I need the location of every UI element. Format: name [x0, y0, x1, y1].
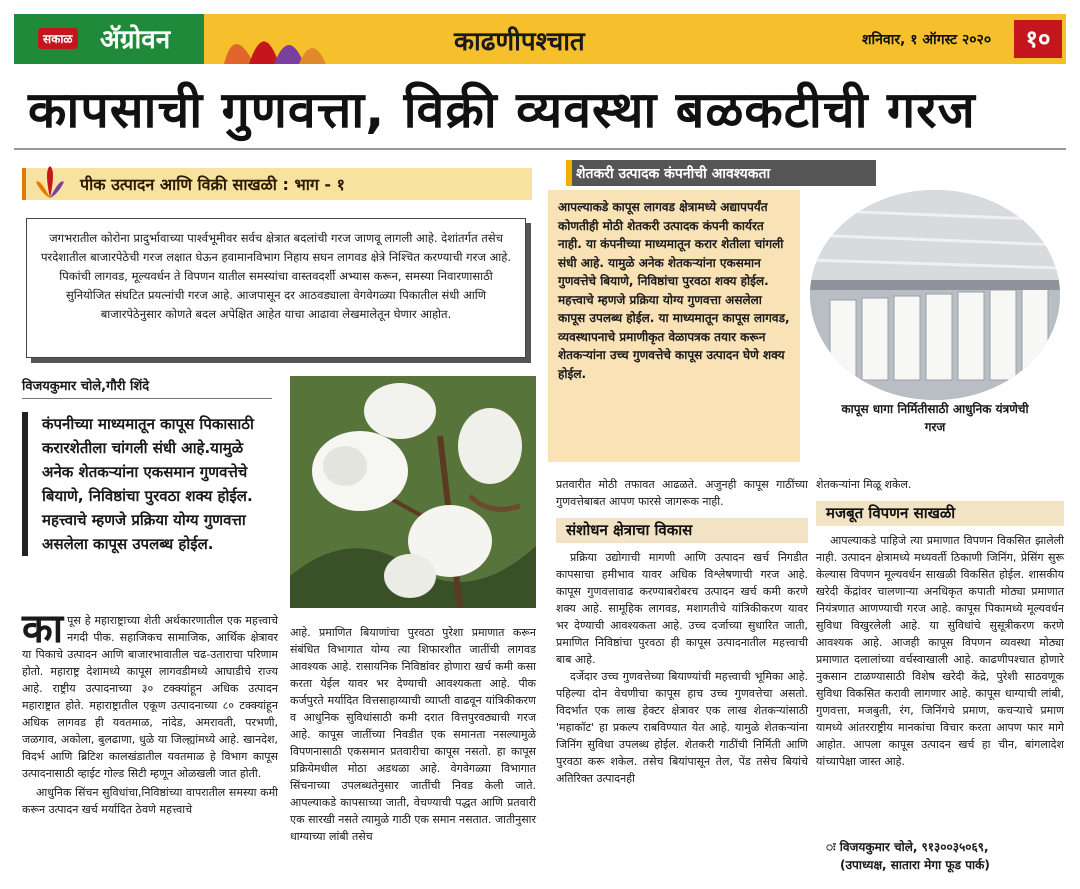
column-3-intro: प्रतवारीत मोठी तफावत आढळते. अजुनही कापूस गाठींच्या गुणवत्तेबाबत आपण फारसे जागरूक नाही. — [556, 478, 808, 508]
masthead — [14, 14, 1066, 64]
column-4 — [816, 476, 1064, 770]
column-1-para-1: पूस हे महाराष्ट्राच्या शेती अर्थकारणातील एक महत्त्वाचे नगदी पीक. सहाजिकच सामाजिक, आर्थिक क्षेत्रावर या पिकाचे उत्पादन आणि बाजारभावातील चढ-उताराचा परिणाम होतो. महाराष्ट्र देशामध्ये कापूस लागवडीमध्ये आघाडीचे राज्य आहे. राष्ट्रीय उत्पादनाच्या ३० टक्क्यांहून अधिक उत्पादन महाराष्ट्रात होते. महाराष्ट्रातील एकूण उत्पादनाच्या ८० टक्क्यांहून अधिक लागवड ही यवतमाळ, नांदेड, अमरावती, परभणी, जळगाव, अकोला, बुलढाणा, धुळे या जिल्ह्यांमध्ये आहे. खानदेश, विदर्भ आणि ब्रिटिश कालखंडातील यवतमाळ हे विभाग कापूस उत्पादनासाठी व्हाईट गोल्ड सिटी म्हणून ओळखली जात होती. — [22, 614, 278, 780]
lotus-decoration-icon — [194, 14, 354, 64]
signature-line-1: ः विजयकुमार चोले, ९१३००३५०६९, — [826, 840, 989, 854]
sakal-logo: सकाळ — [38, 28, 78, 49]
column-3-para-1: प्रक्रिया उद्योगाची मागणी आणि उत्पादन खर्च निगडीत कापसाचा हमीभाव यावर अधिक विश्लेषणाची गरज आहे. कापूस गुणवत्तावाढ करण्याबरोबरच उत्पादन खर्च कमी करणे शक्य आहे. सामूहिक लागवड, मशागतीचे यांत्रिकीकरण यावर भर देण्याची आवश्यकता आहे. उच्च दर्जाच्या सुधारित जाती, प्रमाणित निविष्ठांचा पुरवठा ही कापूस उत्पादनातील महत्त्वाची बाब आहे. — [556, 551, 808, 666]
series-title: पीक उत्पादन आणि विक्री साखळी : भाग - १ — [80, 175, 345, 194]
cotton-photo — [290, 376, 536, 608]
flower-icon — [32, 164, 68, 200]
column-3 — [556, 476, 808, 787]
column-1 — [22, 606, 278, 818]
column-3-para-2: दर्जेदार उच्च गुणवत्तेच्या बियाण्यांची महत्त्वाची भूमिका आहे. पहिल्या दोन वेचणीचा कापूस हाच उच्च गुणवत्तेचा असतो. विदर्भात एक लाख हेक्टर क्षेत्रावर एक लाख शेतकऱ्यांसाठी 'महाकॉट' हा प्रकल्प राबविण्यात येत आहे. यामुळे शेतकऱ्यांना जिनिंग सुविधा उपलब्ध होईल. शेतकरी गाठींची निर्मिती आणि पुरवठा करू शकेल. तसेच बियांपासून तेल, पेंड तसेच बियांचे अतिरिक्त उत्पादनही — [556, 670, 808, 785]
author-byline: विजयकुमार चोले,गौरी शिंदे — [22, 379, 150, 394]
brand-block — [14, 14, 204, 64]
fpo-title-accent — [566, 160, 572, 186]
column-4-para-1: आपल्याकडे पाहिजे त्या प्रमाणात विपणन विकसित झालेली नाही. उत्पादन क्षेत्रामध्ये मध्यवर्ती ठिकाणी जिनिंग, प्रेसिंग सुरू केल्यास विपणन मूल्यवर्धन साखळी विकसित होईल. शासकीय खरेदी केंद्रांवर चालणाऱ्या अनधिकृत कपाती मोठ्या प्रमाणात नियंत्रणात आणण्याची गरज आहे. कापूस पिकामध्ये मूल्यवर्धन सुविधा विखुरलेली आहे. या सुविधांचे सुसूत्रीकरण करणे आवश्यक आहे. आजही कापूस विपणन व्यवस्था मोठ्या प्रमाणात दलालांच्या वर्चस्वाखाली आहे. काढणीपश्चात होणारे नुकसान टाळण्यासाठी विशेष खरेदी केंद्रे, पुरेशी साठवणूक सुविधा विकसित करावी लागणार आहे. कापूस धाग्याची लांबी, गुणवत्ता, मजबुती, रंग, जिनिंगचे प्रमाण, कचऱ्याचे प्रमाण यामध्ये आंतरराष्ट्रीय मानकांचा विचार करता आपण फार मागे आहोत. आपला कापूस उत्पादन खर्च हा चीन, बांगलादेश यांच्यापेक्षा जास्त आहे. — [816, 534, 1064, 768]
research-subhead: संशोधन क्षेत्राचा विकास — [556, 518, 808, 543]
intro-box: जगभरातील कोरोना प्रादुर्भावाच्या पार्श्वभूमीवर सर्वच क्षेत्रात बदलांची गरज जाणवू लागली आहे. देशांतर्गत तसेच परदेशातील बाजारपेठेची गरज लक्षात घेऊन हवामानविभाग निहाय सघन लागवड क्षेत्रे निश्चित करण्याची गरज आहे. पिकांची लागवड, मूल्यवर्धन ते विपणन यातील समस्यांचा वास्तवदर्शी अभ्यास करून, समस्या निवारणासाठी सुनियोजित संघटित प्रयत्नांची गरज आहे. आजपासून दर आठवड्याला वेगवेगळ्या पिकातील संधी आणि बाजारपेठेनुसार कोणते बदल अपेक्षित आहेत याचा आढावा लेखमालेतून घेणार आहोत. — [26, 218, 526, 358]
series-band — [22, 168, 532, 200]
section-title: काढणीपश्‍चात — [454, 27, 585, 57]
fpo-title: शेतकरी उत्पादक कंपनीची आवश्यकता — [566, 160, 876, 186]
marketing-subhead: मजबूत विपणन साखळी — [816, 501, 1064, 526]
column-2 — [290, 624, 536, 845]
spinning-mill-image — [810, 190, 1060, 400]
column-4-intro: शेतकऱ्यांना मिळू शकेल. — [816, 478, 912, 491]
page-number: १० — [1014, 20, 1062, 58]
drop-cap: का — [22, 606, 64, 652]
headline: कापसाची गुणवत्ता, विक्री व्यवस्था बळकटीची गरज — [28, 81, 976, 139]
cotton-bolls-image — [290, 376, 536, 608]
author-signature — [826, 838, 990, 874]
column-2-para-1: आहे. प्रमाणित बियाणांचा पुरवठा पुरेशा प्रमाणात करून संबंधित विभागात योग्य त्या शिफारशीत जातींची लागवड आवश्यक आहे. रासायनिक निविष्ठांवर होणारा खर्च कमी कसा करता येईल यावर भर देण्याची आवश्यकता आहे. पीक कर्जपुरते मर्यादित वित्तसाहाय्याची व्याप्ती वाढवून यांत्रिकीकरण व आधुनिक सुविधांसाठी कमी दरात वित्तपुरवठ्याची गरज आहे. कापूस जातींच्या निवडीत एक समानता नसल्यामुळे विपणनासाठी एकसमान प्रतवारीचा कापूस नसतो. हा कापूस प्रक्रियेमधील मोठा अडथळा आहे. वेगवेगळ्या विभागात सिंचनाच्या उपलब्धतेनुसार जातींची निवड केली जाते. आपल्याकडे कापसाच्या जाती, वेचण्याची पद्धत आणि प्रतवारी एक सारखी नसते त्यामुळे गाठी एक समान नसतात. जातीनुसार धाग्याच्या लांबी तसेच — [290, 626, 536, 843]
column-1-para-2: आधुनिक सिंचन सुविधांचा,निविष्ठांच्या वापरातील समस्या कमी करून उत्पादन खर्च मर्यादित ठेवणे महत्त्वाचे — [22, 786, 278, 816]
factory-photo — [810, 190, 1060, 400]
byline-divider — [22, 398, 272, 399]
pull-quote: कंपनीच्या माध्यमातून कापूस पिकासाठी करारशेतीला चांगली संधी आहे.यामुळे अनेक शेतकऱ्यांना एकसमान गुणवत्तेचे बियाणे, निविष्ठांचा पुरवठा शक्य होईल. महत्त्वाचे म्हणजे प्रक्रिया योग्य गुणवत्ता असलेला कापूस उपलब्ध होईल. — [22, 412, 278, 556]
agrowon-logo: ॲग्रोवन — [100, 25, 171, 55]
issue-date: शनिवार, १ ऑगस्ट २०२० — [862, 32, 992, 48]
fpo-body: आपल्याकडे कापूस लागवड क्षेत्रामध्ये अद्यापपर्यंत कोणतीही मोठी शेतकरी उत्पादक कंपनी कार्यरत नाही. या कंपनीच्या माध्यमातून करार शेतीला चांगली संधी आहे. यामुळे अनेक शेतकऱ्यांना एकसमान गुणवत्तेचे बियाणे, निविष्ठांचा पुरवठा शक्य होईल. महत्त्वाचे म्हणजे प्रक्रिया योग्य गुणवत्ता असलेला कापूस उपलब्ध होईल. या माध्यमातून कापूस लागवड, व्यवस्थापनाचे प्रमाणीकृत वेळापत्रक तयार करून शेतकऱ्यांना उच्च गुणवत्तेचे कापूस उत्पादन घेणे शक्य होईल. — [548, 190, 800, 462]
signature-line-2: (उपाध्यक्ष, सातारा मेगा फूड पार्क) — [840, 858, 990, 872]
factory-caption: कापूस धागा निर्मितीसाठी आधुनिक यंत्रणेची गरज — [841, 402, 1029, 434]
headline-divider — [14, 148, 1066, 150]
